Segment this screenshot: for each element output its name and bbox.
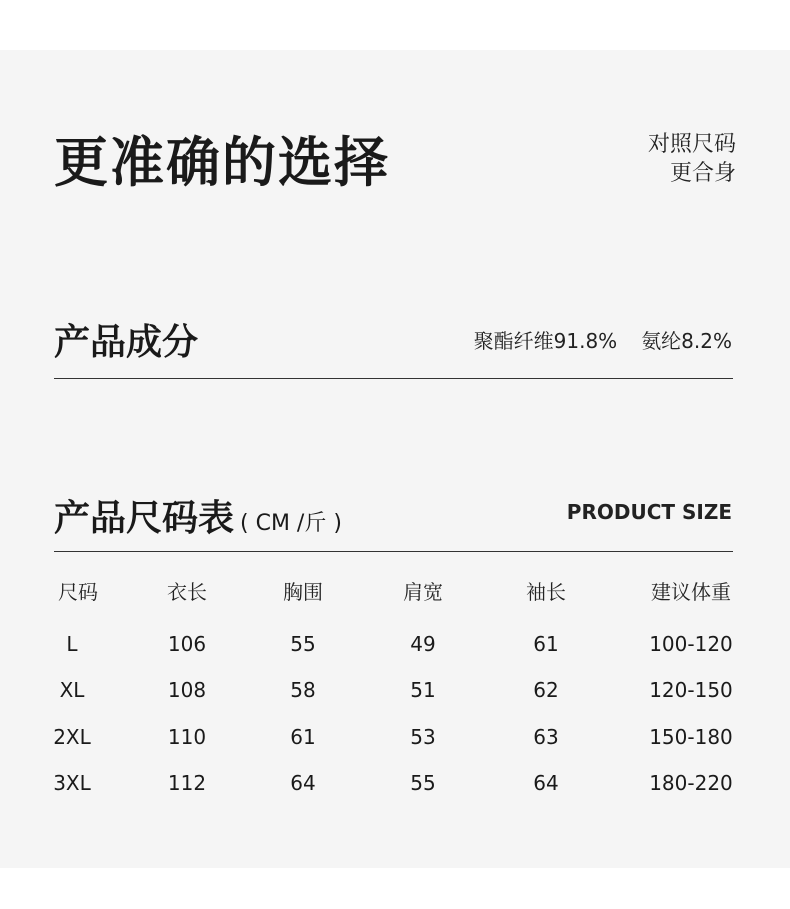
cell-shoulder: 55 xyxy=(410,771,436,795)
cell-size: L xyxy=(66,632,78,656)
size-chart-unit: ( CM /斤 ) xyxy=(240,511,342,536)
composition-values xyxy=(474,325,732,354)
cell-weight: 100-120 xyxy=(649,632,733,656)
header-weight: 建议体重 xyxy=(651,580,731,604)
header-shoulder: 肩宽 xyxy=(403,580,443,604)
cell-shoulder: 53 xyxy=(410,725,436,749)
size-chart-title-text: 产品尺码表 xyxy=(54,498,235,539)
cell-shoulder: 51 xyxy=(410,678,436,702)
header-sleeve: 袖长 xyxy=(526,580,566,604)
size-chart-divider xyxy=(54,551,733,552)
cell-weight: 150-180 xyxy=(649,725,733,749)
cell-chest: 55 xyxy=(290,632,316,656)
product-size-label: PRODUCT SIZE xyxy=(566,500,732,524)
cell-sleeve: 62 xyxy=(533,678,559,702)
cell-size: XL xyxy=(59,678,85,702)
cell-weight: 120-150 xyxy=(649,678,733,702)
cell-length: 112 xyxy=(167,771,207,795)
header-chest: 胸围 xyxy=(283,580,323,604)
cell-sleeve: 64 xyxy=(533,771,559,795)
cell-length: 106 xyxy=(167,632,207,656)
size-note-line2: 更合身 xyxy=(669,161,736,186)
page-title: 更准确的选择 xyxy=(54,131,390,194)
cell-chest: 58 xyxy=(290,678,316,702)
size-chart-title xyxy=(54,490,342,541)
composition-polyester: 聚酯纤维91.8% xyxy=(473,329,618,353)
composition-spandex: 氨纶8.2% xyxy=(641,329,732,353)
cell-chest: 64 xyxy=(290,771,316,795)
cell-size: 3XL xyxy=(53,771,91,795)
header-length: 衣长 xyxy=(167,580,207,604)
cell-sleeve: 61 xyxy=(533,632,559,656)
cell-sleeve: 63 xyxy=(533,725,559,749)
cell-chest: 61 xyxy=(290,725,316,749)
size-note-line1: 对照尺码 xyxy=(647,132,736,157)
header-size: 尺码 xyxy=(58,580,98,604)
cell-length: 110 xyxy=(167,725,207,749)
composition-title: 产品成分 xyxy=(54,322,199,363)
composition-divider xyxy=(54,378,733,379)
cell-shoulder: 49 xyxy=(410,632,436,656)
cell-size: 2XL xyxy=(53,725,91,749)
cell-weight: 180-220 xyxy=(649,771,733,795)
cell-length: 108 xyxy=(167,678,207,702)
